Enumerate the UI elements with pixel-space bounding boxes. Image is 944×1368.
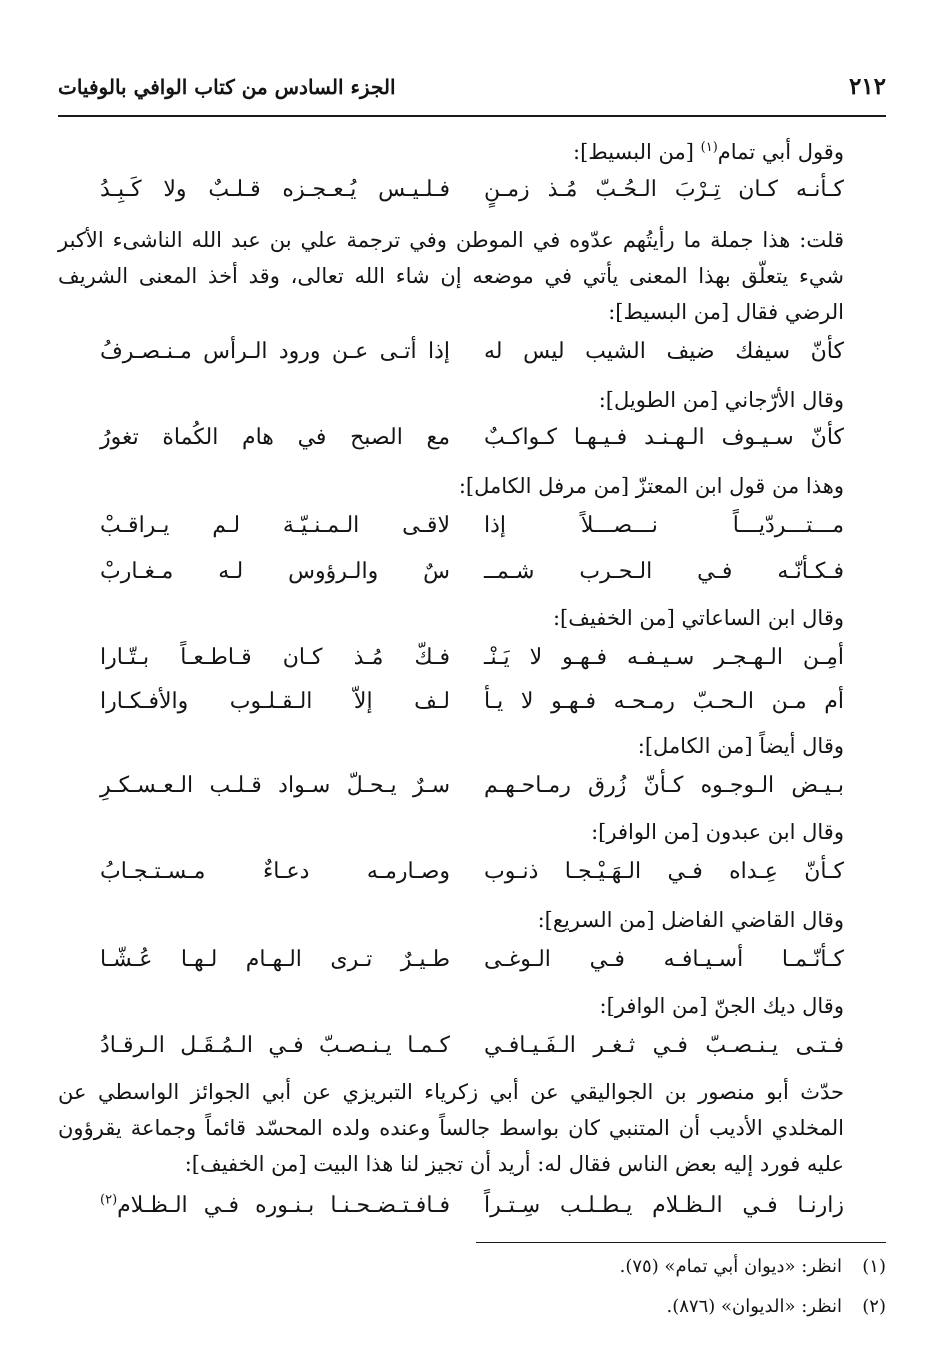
second-hemistich: سٌ والـرؤوس لـه مـغـاربْ xyxy=(100,559,450,584)
verse-line xyxy=(100,852,844,892)
second-hemistich: لاقـى الـمـنـيّـة لـم يـراقـبْ xyxy=(100,513,450,538)
verse-line xyxy=(100,1186,844,1226)
verse-introduction: وقال القاضي الفاضل [من السريع]: xyxy=(537,908,844,932)
verse-introduction: وقال ابن الساعاتي [من الخفيف]: xyxy=(552,606,844,630)
footnote-number: (٢) xyxy=(862,1296,886,1317)
verse-line xyxy=(100,506,844,546)
first-hemistich: فـكـأنّـه فـي الـحـرب شـمــ xyxy=(484,559,844,584)
verse-introduction: وقول أبي تمام$^{(١)}$ [من البسيط]: xyxy=(573,140,844,164)
first-hemistich: كـأنّـمـا أسـيـافـه فـي الـوغـى xyxy=(484,947,844,972)
verse-line xyxy=(100,418,844,458)
second-hemistich: سـرٌ يـحـلّ سـواد قـلـب الـعـسـكـرِ xyxy=(100,773,450,798)
footnote xyxy=(620,1252,886,1282)
verse-introduction: وقال أيضاً [من الكامل]: xyxy=(637,734,844,758)
verse-line xyxy=(100,332,844,372)
second-hemistich: إذا أتـى عـن ورود الـرأس مـنـصـرفُ xyxy=(100,339,450,364)
prose-paragraph: قلت: هذا جملة ما رأيتُهم عدّوه في الموطن وفي ترجمة علي بن عبد الله الناشىء الأكبر شيء يتعلّق بهذا المعنى يأتي في موضعه إن شاء الله تعالى، وقد أخذ المعنى الشريف الرضي فقال [من البسيط]: xyxy=(58,228,844,324)
verse-line xyxy=(100,552,844,592)
verse-introduction: وقال الأرّجاني [من الطويل]: xyxy=(598,388,844,412)
second-hemistich: فـافـتـضـحـنـا بـنـوره فـي الـظـلام$^{(٢)}$ xyxy=(100,1192,450,1218)
footnote-marker: (٢) xyxy=(100,1192,118,1208)
footnote xyxy=(667,1292,887,1322)
page-number: ٢١٢ xyxy=(848,73,886,100)
header-rule xyxy=(58,115,886,117)
second-hemistich: لـف إلاّ الـقـلـوب والأفـكـارا xyxy=(100,689,450,714)
second-hemistich: فـكّ مُـذ كـان قـاطـعـاً بـتّـارا xyxy=(100,645,450,670)
first-hemistich: كأنّ سيفك ضيف الشيب ليس له xyxy=(484,339,844,364)
first-hemistich: زارنـا فـي الـظـلام يـطـلـب سِـتـراً xyxy=(484,1193,844,1218)
page-header xyxy=(58,70,886,106)
first-hemistich: أمِـن الـهـجـر سـيـفـه فـهـو لا يَـنْـ xyxy=(484,645,844,670)
second-hemistich: طـيـرٌ تـرى الـهـام لـهـا عُـشّـا xyxy=(100,947,450,972)
second-hemistich: فـلـيـس يُـعـجـزه قـلـبٌ ولا كَـبِـدُ xyxy=(100,177,450,202)
verse-line xyxy=(100,638,844,678)
first-hemistich: كـأنـه كـان تِـرْبَ الـحُـبّ مُـذ زمـنٍ xyxy=(484,177,844,202)
second-hemistich: وصـارمـه دعـاءٌ مـسـتـجـابُ xyxy=(100,859,450,884)
footnote-marker: (١) xyxy=(700,140,718,155)
footnote-number: (١) xyxy=(862,1256,886,1277)
footnote-rule xyxy=(476,1242,886,1243)
verse-line xyxy=(100,766,844,806)
verse-introduction: وقال ديك الجنّ [من الوافر]: xyxy=(599,994,844,1018)
verse-introduction: وهذا من قول ابن المعتزّ [من مرفل الكامل]: xyxy=(458,474,844,498)
footnote-text: انظر: «ديوان أبي تمام» (٧٥). xyxy=(619,1256,842,1277)
first-hemistich: أم مـن الـحـبّ رمـحـه فـهـو لا يـأ xyxy=(484,689,844,714)
first-hemistich: بـيـض الـوجـوه كـأنّ زُرق رمـاحـهـم xyxy=(484,773,844,798)
verse-line xyxy=(100,682,844,722)
verse-line xyxy=(100,940,844,980)
prose-paragraph: حدّث أبو منصور بن الجواليقي عن أبي زكرياء التبريزي عن أبي الجوائز الواسطي عن المخلدي الأديب أن المتنبي كان بواسط جالساً وعنده ولده المحسّد قائماً وجماعة يقرؤون عليه فورد إليه بعض الناس فقال له: أريد أن تجيز لنا هذا البيت [من الخفيف]: xyxy=(58,1080,844,1176)
first-hemistich: كأنّ سـيـوف الـهـنـد فـيـهـا كـواكـبٌ xyxy=(484,425,844,450)
first-hemistich: كـأنّ عِـداه فـي الـهَـيْـجـا ذنـوب xyxy=(484,859,844,884)
footnote-text: انظر: «الديوان» (٨٧٦). xyxy=(666,1296,842,1317)
verse-line xyxy=(100,170,844,210)
verse-introduction: وقال ابن عبدون [من الوافر]: xyxy=(591,820,844,844)
first-hemistich: فـتـى يـنـصـبّ فـي ثـغـر الـفَـيـافـي xyxy=(484,1033,844,1058)
first-hemistich: مـــتـــردّيـــاً نـــصـــلاً إذا xyxy=(484,513,844,538)
verse-line xyxy=(100,1026,844,1066)
second-hemistich: مع الصبح في هام الكُماة تغورُ xyxy=(100,425,450,450)
running-title: الجزء السادس من كتاب الوافي بالوفيات xyxy=(58,75,396,99)
second-hemistich: كـمـا يـنـصـبّ فـي الـمُـقَـل الـرقـادُ xyxy=(100,1033,450,1058)
